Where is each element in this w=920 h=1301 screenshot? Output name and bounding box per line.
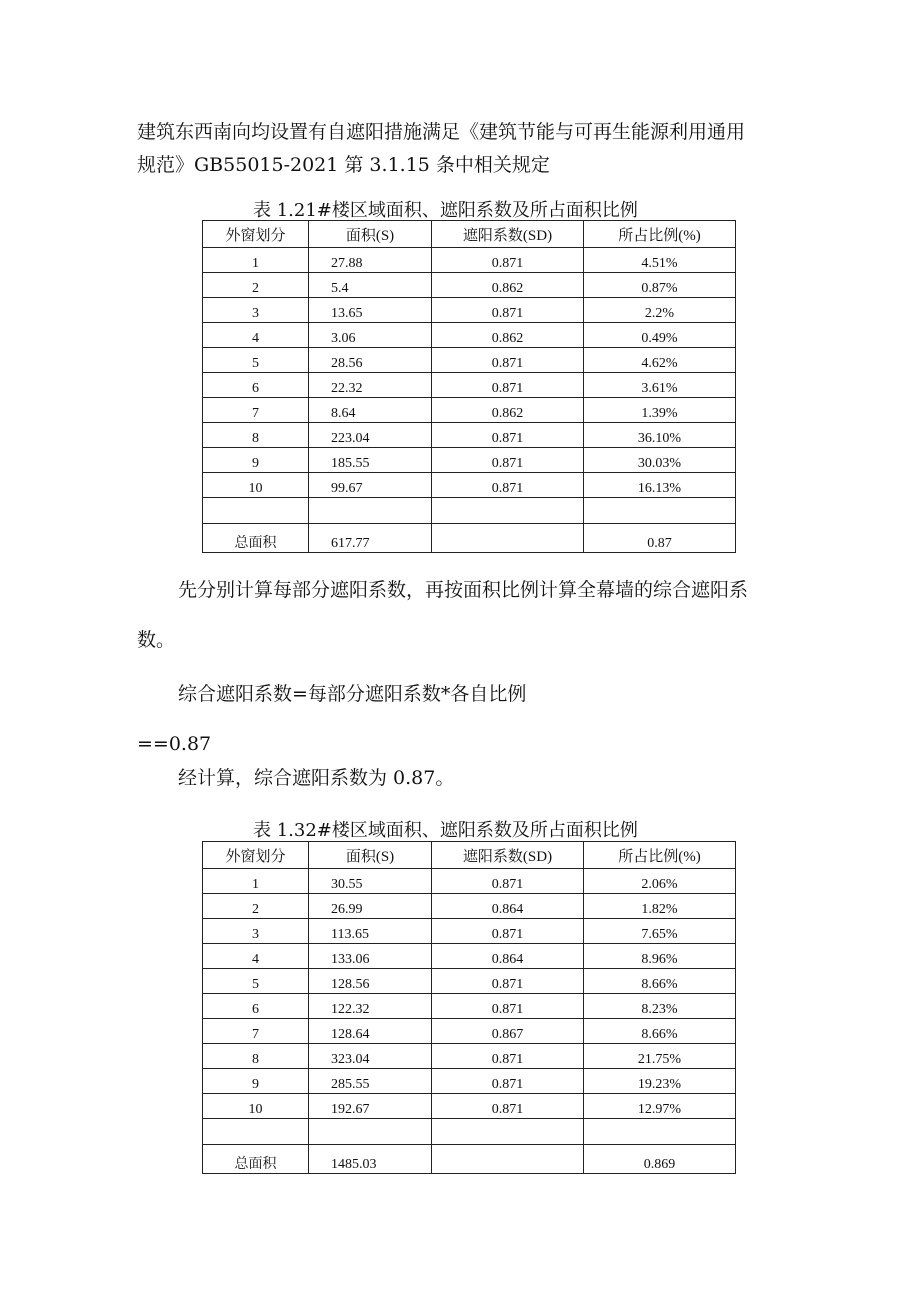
table1 <box>202 220 736 553</box>
table-cell: 3 <box>203 298 309 323</box>
table-cell: 0.864 <box>432 894 584 919</box>
empty-cell <box>432 524 584 553</box>
table1-body <box>203 221 736 553</box>
table-cell: 0.49% <box>584 323 736 348</box>
table-row <box>203 473 736 498</box>
column-header: 面积(S) <box>309 842 432 869</box>
table-cell: 0.862 <box>432 398 584 423</box>
table-cell: 12.97% <box>584 1094 736 1119</box>
method-line-1: 先分别计算每部分遮阳系数，再按面积比例计算全幕墙的综合遮阳系 <box>178 579 749 601</box>
table-cell: 0.871 <box>432 994 584 1019</box>
table-cell: 16.13% <box>584 473 736 498</box>
total-coefficient: 0.87 <box>584 524 736 553</box>
table-cell: 0.871 <box>432 348 584 373</box>
table-cell: 0.871 <box>432 869 584 894</box>
formula-line: 综合遮阳系数=每部分遮阳系数*各自比例 <box>178 683 527 705</box>
table-cell: 1.82% <box>584 894 736 919</box>
table-cell: 7 <box>203 398 309 423</box>
table-cell: 122.32 <box>309 994 432 1019</box>
table-row <box>203 373 736 398</box>
empty-cell <box>584 498 736 524</box>
empty-cell <box>309 498 432 524</box>
table-cell: 4 <box>203 944 309 969</box>
table-cell: 4.62% <box>584 348 736 373</box>
table-row <box>203 398 736 423</box>
empty-cell <box>203 1119 309 1145</box>
table-cell: 128.64 <box>309 1019 432 1044</box>
table-blank-row <box>203 1119 736 1145</box>
table-row <box>203 969 736 994</box>
table-cell: 0.862 <box>432 273 584 298</box>
table-cell: 4.51% <box>584 248 736 273</box>
table-cell: 0.871 <box>432 423 584 448</box>
table-cell: 2.2% <box>584 298 736 323</box>
table-row <box>203 323 736 348</box>
table-cell: 5.4 <box>309 273 432 298</box>
table-cell: 3.06 <box>309 323 432 348</box>
table-cell: 113.65 <box>309 919 432 944</box>
table-cell: 13.65 <box>309 298 432 323</box>
table-cell: 5 <box>203 348 309 373</box>
table-cell: 6 <box>203 994 309 1019</box>
table-row <box>203 919 736 944</box>
table-cell: 8.23% <box>584 994 736 1019</box>
table1-caption: 表 1.21#楼区域面积、遮阳系数及所占面积比例 <box>253 200 638 221</box>
table-cell: 0.871 <box>432 919 584 944</box>
table-cell: 0.871 <box>432 448 584 473</box>
table-cell: 0.871 <box>432 248 584 273</box>
empty-cell <box>432 498 584 524</box>
table-header-row <box>203 221 736 248</box>
table-row <box>203 1094 736 1119</box>
empty-cell <box>432 1145 584 1174</box>
table-cell: 185.55 <box>309 448 432 473</box>
column-header: 外窗划分 <box>203 221 309 248</box>
table-cell: 8.64 <box>309 398 432 423</box>
table-row <box>203 248 736 273</box>
table-row <box>203 1019 736 1044</box>
table-cell: 36.10% <box>584 423 736 448</box>
table-cell: 0.862 <box>432 323 584 348</box>
table-row <box>203 348 736 373</box>
intro-line-2: 规范》GB55015-2021 第 3.1.15 条中相关规定 <box>137 154 550 176</box>
table2 <box>202 841 736 1174</box>
table-cell: 8.66% <box>584 969 736 994</box>
table-cell: 30.03% <box>584 448 736 473</box>
table-total-row <box>203 1145 736 1174</box>
table-row <box>203 994 736 1019</box>
total-area: 617.77 <box>309 524 432 553</box>
table-row <box>203 944 736 969</box>
table-row <box>203 273 736 298</box>
table-cell: 21.75% <box>584 1044 736 1069</box>
method-line-2: 数。 <box>137 629 176 651</box>
table-cell: 8 <box>203 423 309 448</box>
table2-body <box>203 842 736 1174</box>
table-cell: 8.66% <box>584 1019 736 1044</box>
total-label: 总面积 <box>203 1145 309 1174</box>
table-cell: 223.04 <box>309 423 432 448</box>
table-cell: 0.871 <box>432 298 584 323</box>
table-cell: 2 <box>203 273 309 298</box>
column-header: 遮阳系数(SD) <box>432 842 584 869</box>
table-cell: 1 <box>203 248 309 273</box>
table-cell: 0.867 <box>432 1019 584 1044</box>
empty-cell <box>584 1119 736 1145</box>
table-cell: 285.55 <box>309 1069 432 1094</box>
column-header: 面积(S) <box>309 221 432 248</box>
empty-cell <box>309 1119 432 1145</box>
table-cell: 30.55 <box>309 869 432 894</box>
table-cell: 0.87% <box>584 273 736 298</box>
table-cell: 8.96% <box>584 944 736 969</box>
table-cell: 22.32 <box>309 373 432 398</box>
total-area: 1485.03 <box>309 1145 432 1174</box>
table-row <box>203 1069 736 1094</box>
table-cell: 6 <box>203 373 309 398</box>
empty-cell <box>432 1119 584 1145</box>
table-blank-row <box>203 498 736 524</box>
table-cell: 4 <box>203 323 309 348</box>
table-cell: 27.88 <box>309 248 432 273</box>
table-cell: 7.65% <box>584 919 736 944</box>
table-cell: 8 <box>203 1044 309 1069</box>
table-cell: 99.67 <box>309 473 432 498</box>
table2-caption: 表 1.32#楼区域面积、遮阳系数及所占面积比例 <box>253 820 638 841</box>
table-row <box>203 894 736 919</box>
table-cell: 3 <box>203 919 309 944</box>
column-header: 遮阳系数(SD) <box>432 221 584 248</box>
intro-line-1: 建筑东西南向均设置有自遮阳措施满足《建筑节能与可再生能源利用通用 <box>137 121 746 143</box>
table-row <box>203 448 736 473</box>
table-cell: 2.06% <box>584 869 736 894</box>
table-cell: 7 <box>203 1019 309 1044</box>
table-row <box>203 1044 736 1069</box>
total-coefficient: 0.869 <box>584 1145 736 1174</box>
column-header: 所占比例(%) <box>584 842 736 869</box>
table-cell: 128.56 <box>309 969 432 994</box>
table-cell: 10 <box>203 1094 309 1119</box>
table-cell: 0.871 <box>432 1094 584 1119</box>
table-cell: 0.871 <box>432 969 584 994</box>
table-total-row <box>203 524 736 553</box>
table-cell: 9 <box>203 448 309 473</box>
table-cell: 0.871 <box>432 473 584 498</box>
total-label: 总面积 <box>203 524 309 553</box>
result-line: ==0.87 <box>137 733 212 755</box>
table-cell: 1 <box>203 869 309 894</box>
table-cell: 26.99 <box>309 894 432 919</box>
table-cell: 3.61% <box>584 373 736 398</box>
table-cell: 0.864 <box>432 944 584 969</box>
table-cell: 0.871 <box>432 373 584 398</box>
table-cell: 9 <box>203 1069 309 1094</box>
empty-cell <box>203 498 309 524</box>
table-header-row <box>203 842 736 869</box>
table-cell: 0.871 <box>432 1069 584 1094</box>
table-cell: 2 <box>203 894 309 919</box>
table-cell: 5 <box>203 969 309 994</box>
conclusion-line: 经计算，综合遮阳系数为 0.87。 <box>178 767 455 789</box>
table-cell: 19.23% <box>584 1069 736 1094</box>
table-cell: 133.06 <box>309 944 432 969</box>
table-cell: 192.67 <box>309 1094 432 1119</box>
table-cell: 323.04 <box>309 1044 432 1069</box>
table-cell: 10 <box>203 473 309 498</box>
table-cell: 0.871 <box>432 1044 584 1069</box>
column-header: 所占比例(%) <box>584 221 736 248</box>
table-cell: 1.39% <box>584 398 736 423</box>
table-row <box>203 298 736 323</box>
table-row <box>203 869 736 894</box>
table-cell: 28.56 <box>309 348 432 373</box>
column-header: 外窗划分 <box>203 842 309 869</box>
table-row <box>203 423 736 448</box>
